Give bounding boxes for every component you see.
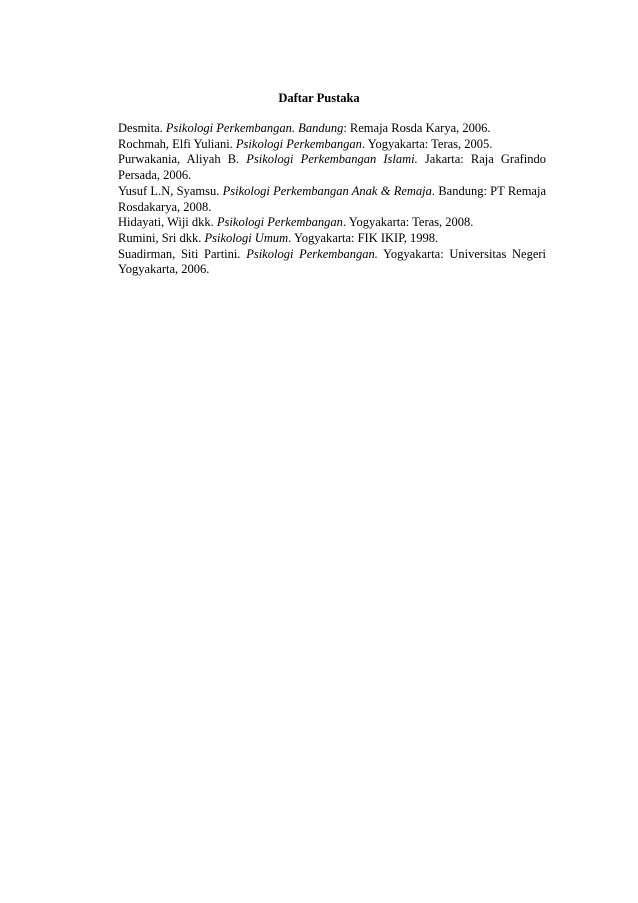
- reference-publisher: . Yogyakarta: Teras, 2005.: [361, 136, 493, 151]
- reference-title: Psikologi Perkembangan Anak & Remaja: [222, 183, 432, 198]
- reference-item: [118, 215, 546, 231]
- reference-publisher: . Bandung: PT Remaja Rosdakarya, 2008.: [118, 183, 546, 214]
- reference-publisher: . Yogyakarta: Teras, 2008.: [342, 215, 474, 230]
- reference-item: [118, 152, 546, 183]
- reference-item: [118, 121, 546, 137]
- reference-author: Yusuf L.N, Syamsu.: [118, 183, 220, 198]
- reference-item: [118, 137, 546, 153]
- reference-title: Psikologi Perkembangan. Bandung: [165, 121, 344, 135]
- reference-item: [118, 184, 546, 215]
- reference-author: Purwakania, Aliyah B.: [118, 152, 240, 167]
- reference-item: [118, 247, 546, 278]
- reference-title: Psikologi Perkembangan Islami.: [246, 152, 418, 167]
- reference-author: Desmita.: [118, 121, 163, 135]
- reference-item: [118, 231, 546, 247]
- reference-publisher: Jakarta: Raja Grafindo Persada, 2006.: [118, 152, 547, 183]
- document-title: Daftar Pustaka: [278, 91, 360, 105]
- reference-author: Rochmah, Elfi Yuliani.: [118, 136, 233, 151]
- reference-title: Psikologi Perkembangan: [216, 215, 343, 230]
- reference-title: Psikologi Perkembangan: [235, 136, 362, 151]
- reference-author: Suadirman, Siti Partini.: [118, 246, 241, 261]
- reference-publisher: Yogyakarta: Universitas Negeri Yogyakarta, 2006.: [118, 246, 547, 277]
- reference-publisher: : Remaja Rosda Karya, 2006.: [343, 121, 491, 135]
- reference-author: Rumini, Sri dkk.: [118, 230, 202, 245]
- reference-publisher: . Yogyakarta: FIK IKIP, 1998.: [288, 230, 439, 245]
- reference-title: Psikologi Perkembangan.: [246, 246, 378, 261]
- reference-list: [118, 121, 546, 278]
- reference-author: Hidayati, Wiji dkk.: [118, 215, 214, 230]
- reference-title: Psikologi Umum: [204, 230, 289, 245]
